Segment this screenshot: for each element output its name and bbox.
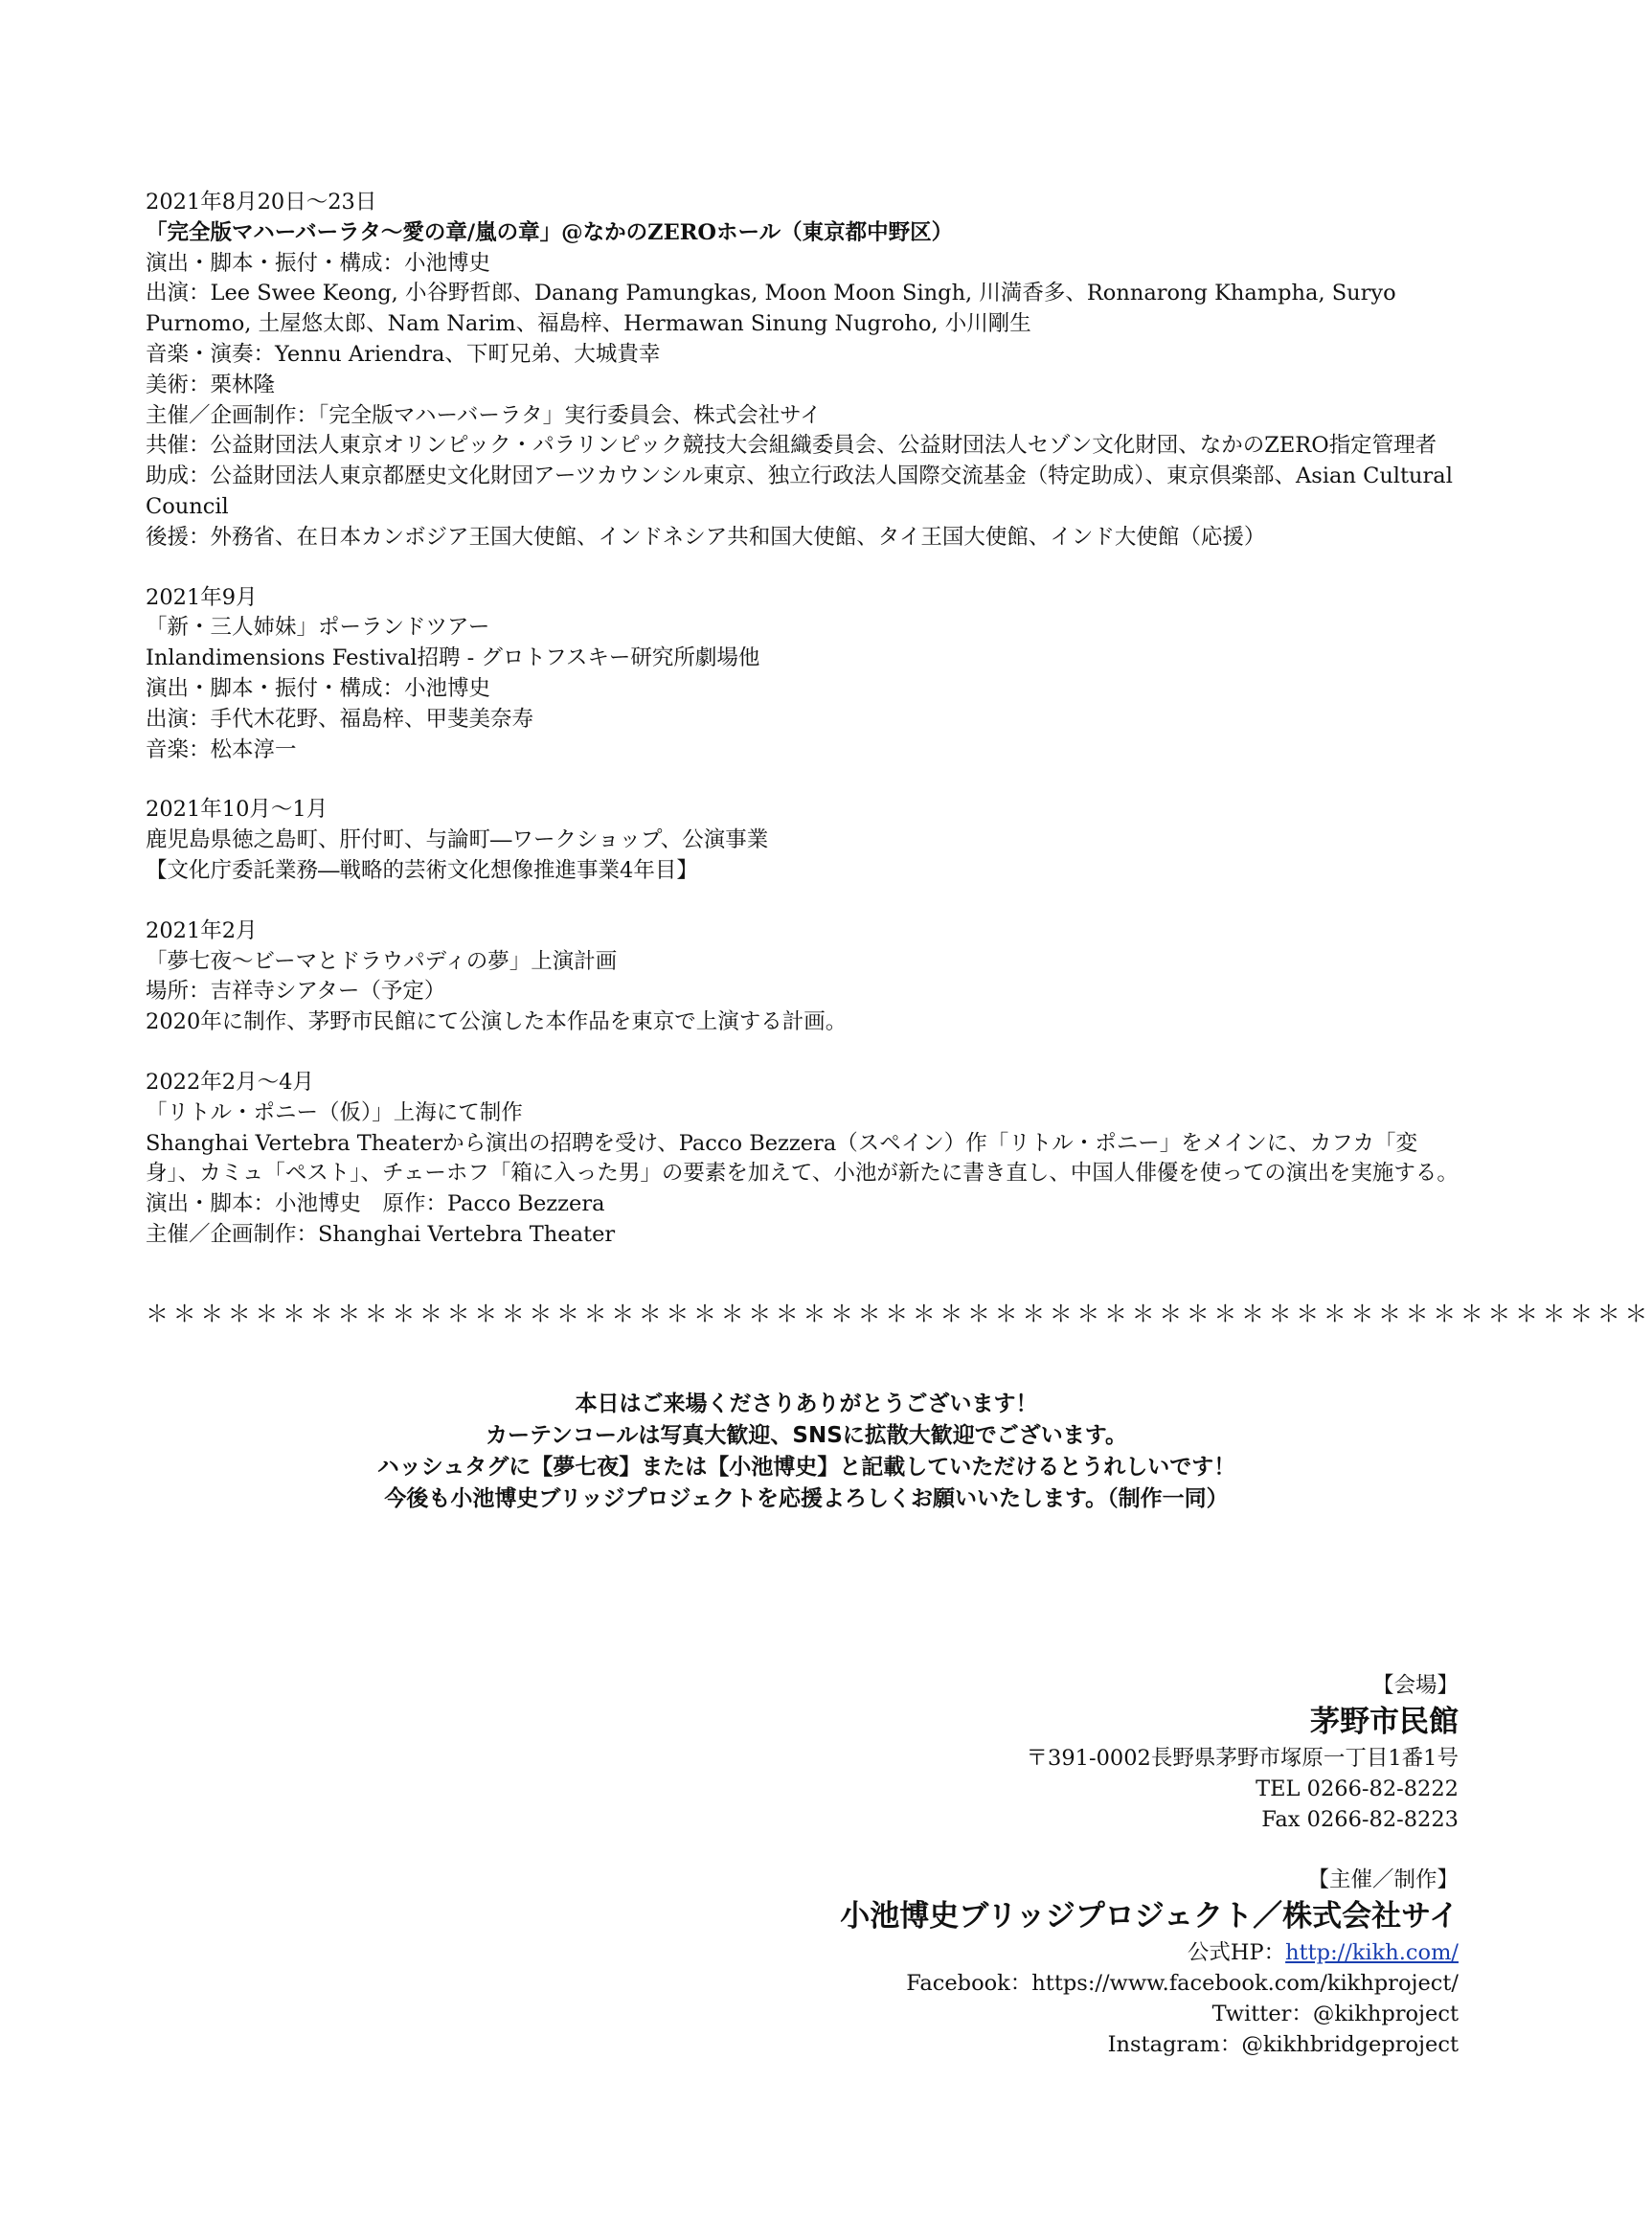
event-detail: 音楽・演奏：Yennu Ariendra、下町兄弟、大城貴幸 [146, 341, 661, 367]
separator: ＊＊＊＊＊＊＊＊＊＊＊＊＊＊＊＊＊＊＊＊＊＊＊＊＊＊＊＊＊＊＊＊＊＊＊＊＊＊＊＊＊＊＊＊＊＊＊＊＊＊＊＊＊＊＊ [146, 1301, 1652, 1327]
event-date: 2021年10月～1月 [146, 797, 328, 823]
facebook-link: Facebook：https://www.facebook.com/kikhproject/ [906, 1971, 1459, 1996]
twitter-handle: Twitter：@kikhproject [1211, 2002, 1459, 2026]
thanks-line: カーテンコールは写真大歓迎、SNSに拡散大歓迎でございます。 [486, 1423, 1127, 1448]
thanks-line: 本日はご来場くださりありがとうございます！ [575, 1392, 1038, 1416]
event-date: 2021年8月20日～23日 [146, 190, 377, 215]
event-title: 「夢七夜～ビーマとドラウパディの夢」上演計画 [146, 948, 618, 974]
venue-fax: Fax 0266-82-8223 [1261, 1807, 1459, 1832]
venue-tel: TEL 0266-82-8222 [1256, 1776, 1459, 1801]
thanks-line: ハッシュタグに【夢七夜】または【小池博史】と記載していただけるとうれしいです！ [376, 1455, 1236, 1480]
event-detail: 音楽：松本淳一 [146, 736, 297, 762]
events-list [146, 188, 1467, 1251]
organizer-heading: 【主催／制作】 [1307, 1867, 1459, 1892]
official-hp-link[interactable]: http://kikh.com/ [1285, 1940, 1459, 1965]
event-detail: 2020年に制作、茅野市民館にて公演した本作品を東京で上演する計画。 [146, 1009, 848, 1035]
event-detail: 演出・脚本・振付・構成：小池博史 [146, 675, 491, 701]
event-date: 2022年2月～4月 [146, 1069, 314, 1095]
event-detail: 主催／企画制作：Shanghai Vertebra Theater [146, 1221, 616, 1247]
event-detail: 後援：外務省、在日本カンボジア王国大使館、インドネシア共和国大使館、タイ王国大使館、インド大使館（応援） [146, 524, 1266, 550]
thanks-message [146, 1389, 1467, 1515]
instagram-handle: Instagram：@kikhbridgeproject [1107, 2032, 1459, 2057]
event-title: 「リトル・ポニー（仮）」上海にて制作 [146, 1099, 523, 1125]
thanks-line: 今後も小池博史ブリッジプロジェクトを応援よろしくお願いいたします。（制作一同） [384, 1486, 1229, 1511]
organizer-name: 小池博史ブリッジプロジェクト／株式会社サイ [840, 1899, 1459, 1934]
event-detail: 出演：手代木花野、福島梓、甲斐美奈寿 [146, 706, 534, 732]
event-date: 2021年9月 [146, 584, 258, 610]
event-detail: 主催／企画制作：「完全版マハーバーラタ」実行委員会、株式会社サイ [146, 402, 822, 428]
venue-address: 〒391-0002長野県茅野市塚原一丁目1番1号 [1026, 1746, 1459, 1771]
event-detail: 場所：吉祥寺シアター（予定） [146, 979, 446, 1005]
event-detail: 【文化庁委託業務―戦略的芸術文化想像推進事業4年目】 [146, 857, 698, 883]
official-hp [597, 1937, 1459, 1968]
event-detail: Shanghai Vertebra Theaterから演出の招聘を受け、Pacco Bezzera（スペイン）作「リトル・ポニー」をメインに、カフカ「変身」、カミュ「ペスト」、チェーホフ「箱に入った男」の要素を加えて、小池が新たに書き直し、中国人俳優を使っての演出を実施する。 [146, 1130, 1459, 1187]
event-detail: 出演：Lee Swee Keong, 小谷野哲郎、Danang Pamungkas, Moon Moon Singh, 川満香多、Ronnarong Khampha, Suryo Purnomo, 土屋悠太郎、Nam Narim、福島梓、Hermawan Sinung Nugroho, 小川剛生 [146, 281, 1396, 337]
event-detail: 演出・脚本・振付・構成：小池博史 [146, 250, 491, 276]
event-detail: Inlandimensions Festival招聘 - グロトフスキー研究所劇場他 [146, 645, 760, 671]
official-hp-label: 公式HP： [1187, 1940, 1286, 1965]
contact-info [597, 1670, 1459, 2060]
event-detail: 助成：公益財団法人東京都歴史文化財団アーツカウンシル東京、独立行政法人国際交流基金（特定助成）、東京倶楽部、Asian Cultural Council [146, 464, 1453, 519]
event-title: 「完全版マハーバーラタ～愛の章/嵐の章」@なかのZEROホール（東京都中野区） [146, 219, 954, 245]
event-detail: 鹿児島県徳之島町、肝付町、与論町―ワークショップ、公演事業 [146, 827, 769, 853]
venue-heading: 【会場】 [1371, 1673, 1459, 1698]
event-detail: 演出・脚本：小池博史 原作：Pacco Bezzera [146, 1191, 605, 1217]
event-date: 2021年2月 [146, 917, 258, 943]
event-detail: 共催：公益財団法人東京オリンピック・パラリンピック競技大会組織委員会、公益財団法人セゾン文化財団、なかのZERO指定管理者 [146, 433, 1437, 459]
event-title: 「新・三人姉妹」ポーランドツアー [146, 615, 490, 641]
event-detail: 美術：栗林隆 [146, 372, 276, 397]
venue-name: 茅野市民館 [1310, 1705, 1459, 1739]
